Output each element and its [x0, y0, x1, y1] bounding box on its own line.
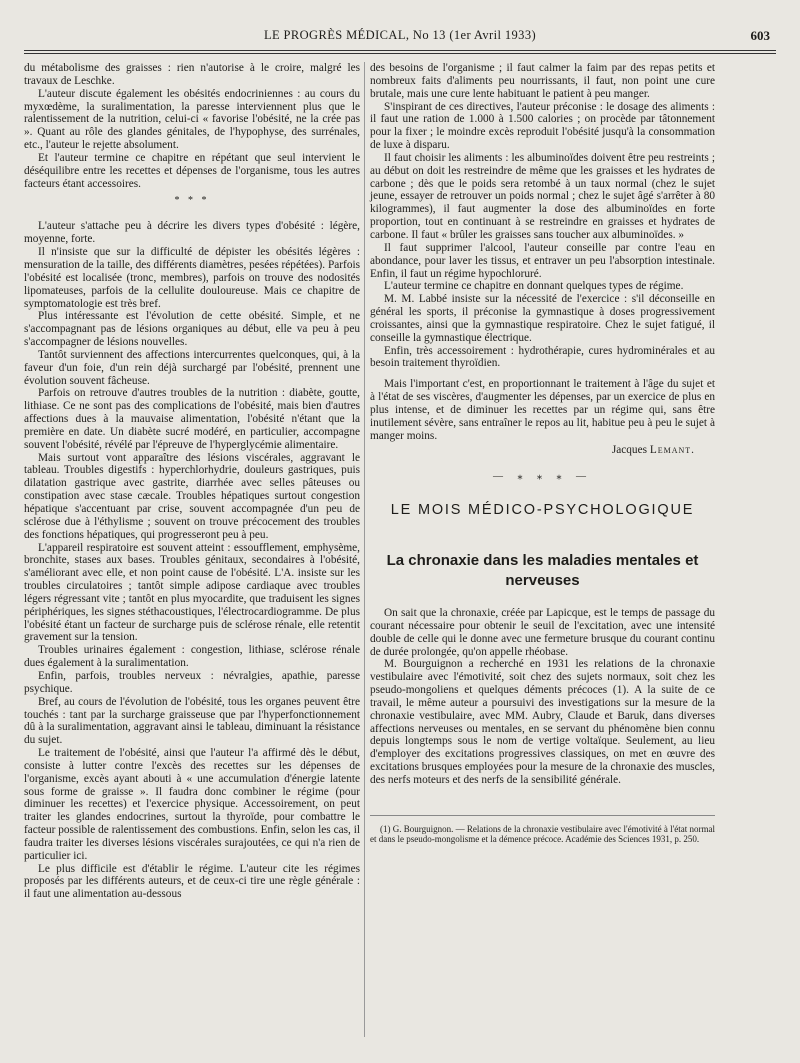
running-header — [24, 28, 776, 46]
author-signature — [370, 444, 695, 457]
paragraph: Et l'auteur termine ce chapitre en répétant que seul intervient le déséquilibre entre les recettes et dépenses de l'organisme, tous les autres facteurs étant accessoires. — [24, 151, 360, 190]
right-column — [370, 62, 715, 845]
section-separator: * * * — [174, 195, 210, 207]
journal-title: LE PROGRÈS MÉDICAL, No 13 (1er Avril 1933) — [263, 28, 537, 42]
paragraph: M. Bourguignon a recherché en 1931 les relations de la chronaxie vestibulaire avec l'émotivité, soit chez des sujets normaux, soit chez les pseudo-mongoliens et quelques déments précoces (1). A la suite de ce travail, le même auteur a poursuivi des investigations sur la mesure de la chronaxie vestibulaire, avec MM. Aubry, Claude et Baruk, dans diverses affections nerveuses ou mentales, en se servant du phénomène bien connu depuis longtemps sous le nom de vertige voltaïque. Seulement, au lieu d'employer des excitations progressives classiques, on met en œuvre des excitations brusques employées pour la mesure de la chronaxie des muscles, des nerfs moteurs et des nerfs de la sensibilité générale. — [370, 658, 715, 786]
left-column — [24, 62, 360, 901]
paragraph: L'auteur termine ce chapitre en donnant quelques types de régime. — [384, 280, 684, 293]
paragraph: Il n'insiste que sur la difficulté de dépister les obésités légères : mensuration de la taille, des différents diamètres, pesées répétées). Parfois l'obésité est localisée (tronc, membres), parfois on trouve des nodosités lipomateuses, parfois de la cellulite douloureuse. Mais ce chapitre de symptomatologie est très bref. — [24, 246, 360, 310]
signature-first-name: Jacques — [611, 444, 647, 457]
paragraph: des besoins de l'organisme ; il faut calmer la faim par des repas petits et nombreux faits d'aliments peu nourrissants, il faut, non point une cure brutale, mais une cure lente habituant le patient à peu manger. — [370, 62, 715, 100]
ornament-divider: — ⁎ ⁎ ⁎ — — [493, 471, 592, 483]
paragraph: du métabolisme des graisses : rien n'autorise à le croire, malgré les travaux de Leschke. — [24, 62, 360, 87]
paragraph: Mais surtout vont apparaître des lésions viscérales, aggravant le tableau. Troubles digestifs : hyperchlorhydrie, douleurs gastriques, puis dilatation gastrique avec gastrite, diarrhée avec selles pâteuses ou constipation avec stase cæcale. Troubles hépatiques surtout congestion hépatique s'accentuant par crise, souvent accompagnée d'un peu de sclérose due à l'éthylisme ; souvent on trouve précocement des troubles des fonctions hépatiques, qui progresseront peu à peu. — [24, 451, 360, 541]
column-divider — [364, 62, 365, 1037]
paragraph: Plus intéressante est l'évolution de cette obésité. Simple, et ne s'accompagnant pas de lésions organiques au début, elle va peu à peu s'accompagner de lésions nouvelles. — [24, 310, 360, 349]
section-heading: LE MOIS MÉDICO-PSYCHOLOGIQUE — [390, 502, 695, 519]
paragraph: Mais l'important c'est, en proportionnant le traitement à l'âge du sujet et à l'état de ses viscères, d'augmenter les dépenses, par un exercice de plus en plus intense, et de diminuer les recettes par un régime qui, sans être inutilement sévère, sans entraîner le repos au lit, habitue peu à peu le sujet à manger moins. — [370, 378, 715, 442]
footnote: (1) G. Bourguignon. — Relations de la chronaxie vestibulaire avec l'émotivité à l'état normal et dans le pseudo-mongolisme et la démence précoce. Académie des Sciences 1931, p. 250. — [370, 823, 715, 845]
paragraph: Enfin, parfois, troubles nerveux : névralgies, apathie, paresse psychique. — [24, 669, 360, 695]
page-number: 603 — [750, 28, 770, 43]
paragraph: Le traitement de l'obésité, ainsi que l'auteur l'a affirmé dès le début, consiste à lutter contre l'excès des recettes sur les dépenses de l'organisme, excès ayant abouti à « une accumulation d'énergie latente sous forme de graisse ». Il faudra donc combiner le régime (pour diminuer les recettes) et l'exercice physique. Accessoirement, on peut traiter les glandes endocrines, surtout la thyroïde, pour combattre le facteur possible de ralentissement des combustions. Enfin, selon les cas, il faudra traiter les diverses lésions viscérales surajoutées, ce qui n'a rien de particulier ici. — [24, 747, 360, 862]
paragraph: Tantôt surviennent des affections intercurrentes quelconques, qui, à la faveur d'un foie, d'un rein déjà surchargé par l'obésité, prennent une évolution souvent fâcheuse. — [24, 348, 360, 387]
paragraph: L'auteur discute également les obésités endocriniennes : au cours du myxœdème, la suralimentation, la paresse interviennent plus que le ralentissement de la nutrition, celui-ci « favorise l'obésité, ne la crée pas ». Quant au rôle des glandes génitales, de l'hypophyse, des surrénales, etc., l'auteur le rejette absolument. — [24, 87, 360, 152]
paragraph: Bref, au cours de l'évolution de l'obésité, tous les organes peuvent être touchés : tant par la surcharge graisseuse que par l'hyperfonctionnement dû à la suralimentation, aggravant ainsi le tableau, diminuant la résistance du sujet. — [24, 695, 360, 747]
paragraph: S'inspirant de ces directives, l'auteur préconise : le dosage des aliments : il faut une ration de 1.000 à 1.500 calories ; on procède par tâtonnement pour la fixer ; le moindre excès reproduit l'obésité jusqu'à la consommation de luxe à disparu. — [370, 100, 715, 152]
footnotes — [370, 815, 715, 845]
paragraph: Il faut supprimer l'alcool, l'auteur conseille par contre l'eau en abondance, pour laver les tissus, et entraver un peu l'absorption intestinale. Enfin, il faut un régime hypochloruré. — [370, 241, 715, 280]
paragraph: L'auteur s'attache peu à décrire les divers types d'obésité : légère, moyenne, forte. — [24, 220, 360, 246]
paragraph: On sait que la chronaxie, créée par Lapicque, est le temps de passage du courant nécessaire pour obtenir le seuil de l'excitation, avec une intensité double de celle qui le donne avec une fermeture brusque du courant continu de durée prolongée, qu'on appelle rhéobase. — [370, 607, 715, 658]
paragraph: L'appareil respiratoire est souvent atteint : essoufflement, emphysème, bronchite, stases aux bases. Troubles génitaux, secondaires à l'obésité, s'améliorant avec elle, et non point cause de l'obésité. L'A. insiste sur les troubles circulatoires ; tantôt simple adipose cardiaque avec troubles légers régressant vite ; tantôt en plus myocardite, que traduisent les signes périphériques, les signes stéthacoustiques, l'électrocardiogramme. De plus l'obésité étant un facteur de surcharge puis de sclérose rénale, elle retentit gravement sur la tension. — [24, 541, 360, 644]
header-rule-double — [24, 53, 776, 54]
paragraph: M. M. Labbé insiste sur la nécessité de l'exercice : s'il déconseille en général les sports, il préconise la gymnastique à doses progressivement croissantes, ainsi que la gymnastique respiratoire. Chez le sujet fatigué, il conseille la gymnastique électrique. — [370, 293, 715, 344]
paragraph: Il faut choisir les aliments : les albuminoïdes doivent être peu restreints ; au début on doit les restreindre de même que les graisses et les hydrates de carbone ; dès que le poids sera retombé à un taux normal (chez le sujet jeune, essayer de retrouver un poids normal ; chez le sujet âgé s'arrêter à 80 kilogrammes), il faut augmenter la dose des albuminoïdes en forte proportion, tout en continuant à se restreindre en graisses et hydrates de carbone. Il faut « brûler les graisses sans toucher aux albuminoïdes. » — [370, 151, 715, 241]
paragraph: Troubles urinaires également : congestion, lithiase, sclérose rénale dues également à la suralimentation. — [24, 644, 360, 670]
paragraph: Parfois on retrouve d'autres troubles de la nutrition : diabète, goutte, lithiase. Ce ne sont pas des complications de l'obésité, mais bien d'autres affections dues à la mauvaise alimentation, l'obésité n'étant que la première en date. Un diabète sucré modéré, en particulier, accompagne souvent l'obésité, révélé par l'épreuve de l'hyperglycémie alimentaire. — [24, 387, 360, 451]
header-rule — [24, 50, 776, 51]
article-title: La chronaxie dans les maladies mentales et nerveuses — [386, 552, 699, 589]
paragraph: Le plus difficile est d'établir le régime. L'auteur cite les régimes proposés par les différents auteurs, et de ceux-ci tire une règle générale : il faut une alimentation au-dessous — [24, 862, 360, 901]
signature-last-name: Lemant. — [649, 444, 695, 457]
paragraph: Enfin, très accessoirement : hydrothérapie, cures hydrominérales et au besoin traitement thyroïdien. — [370, 344, 715, 370]
